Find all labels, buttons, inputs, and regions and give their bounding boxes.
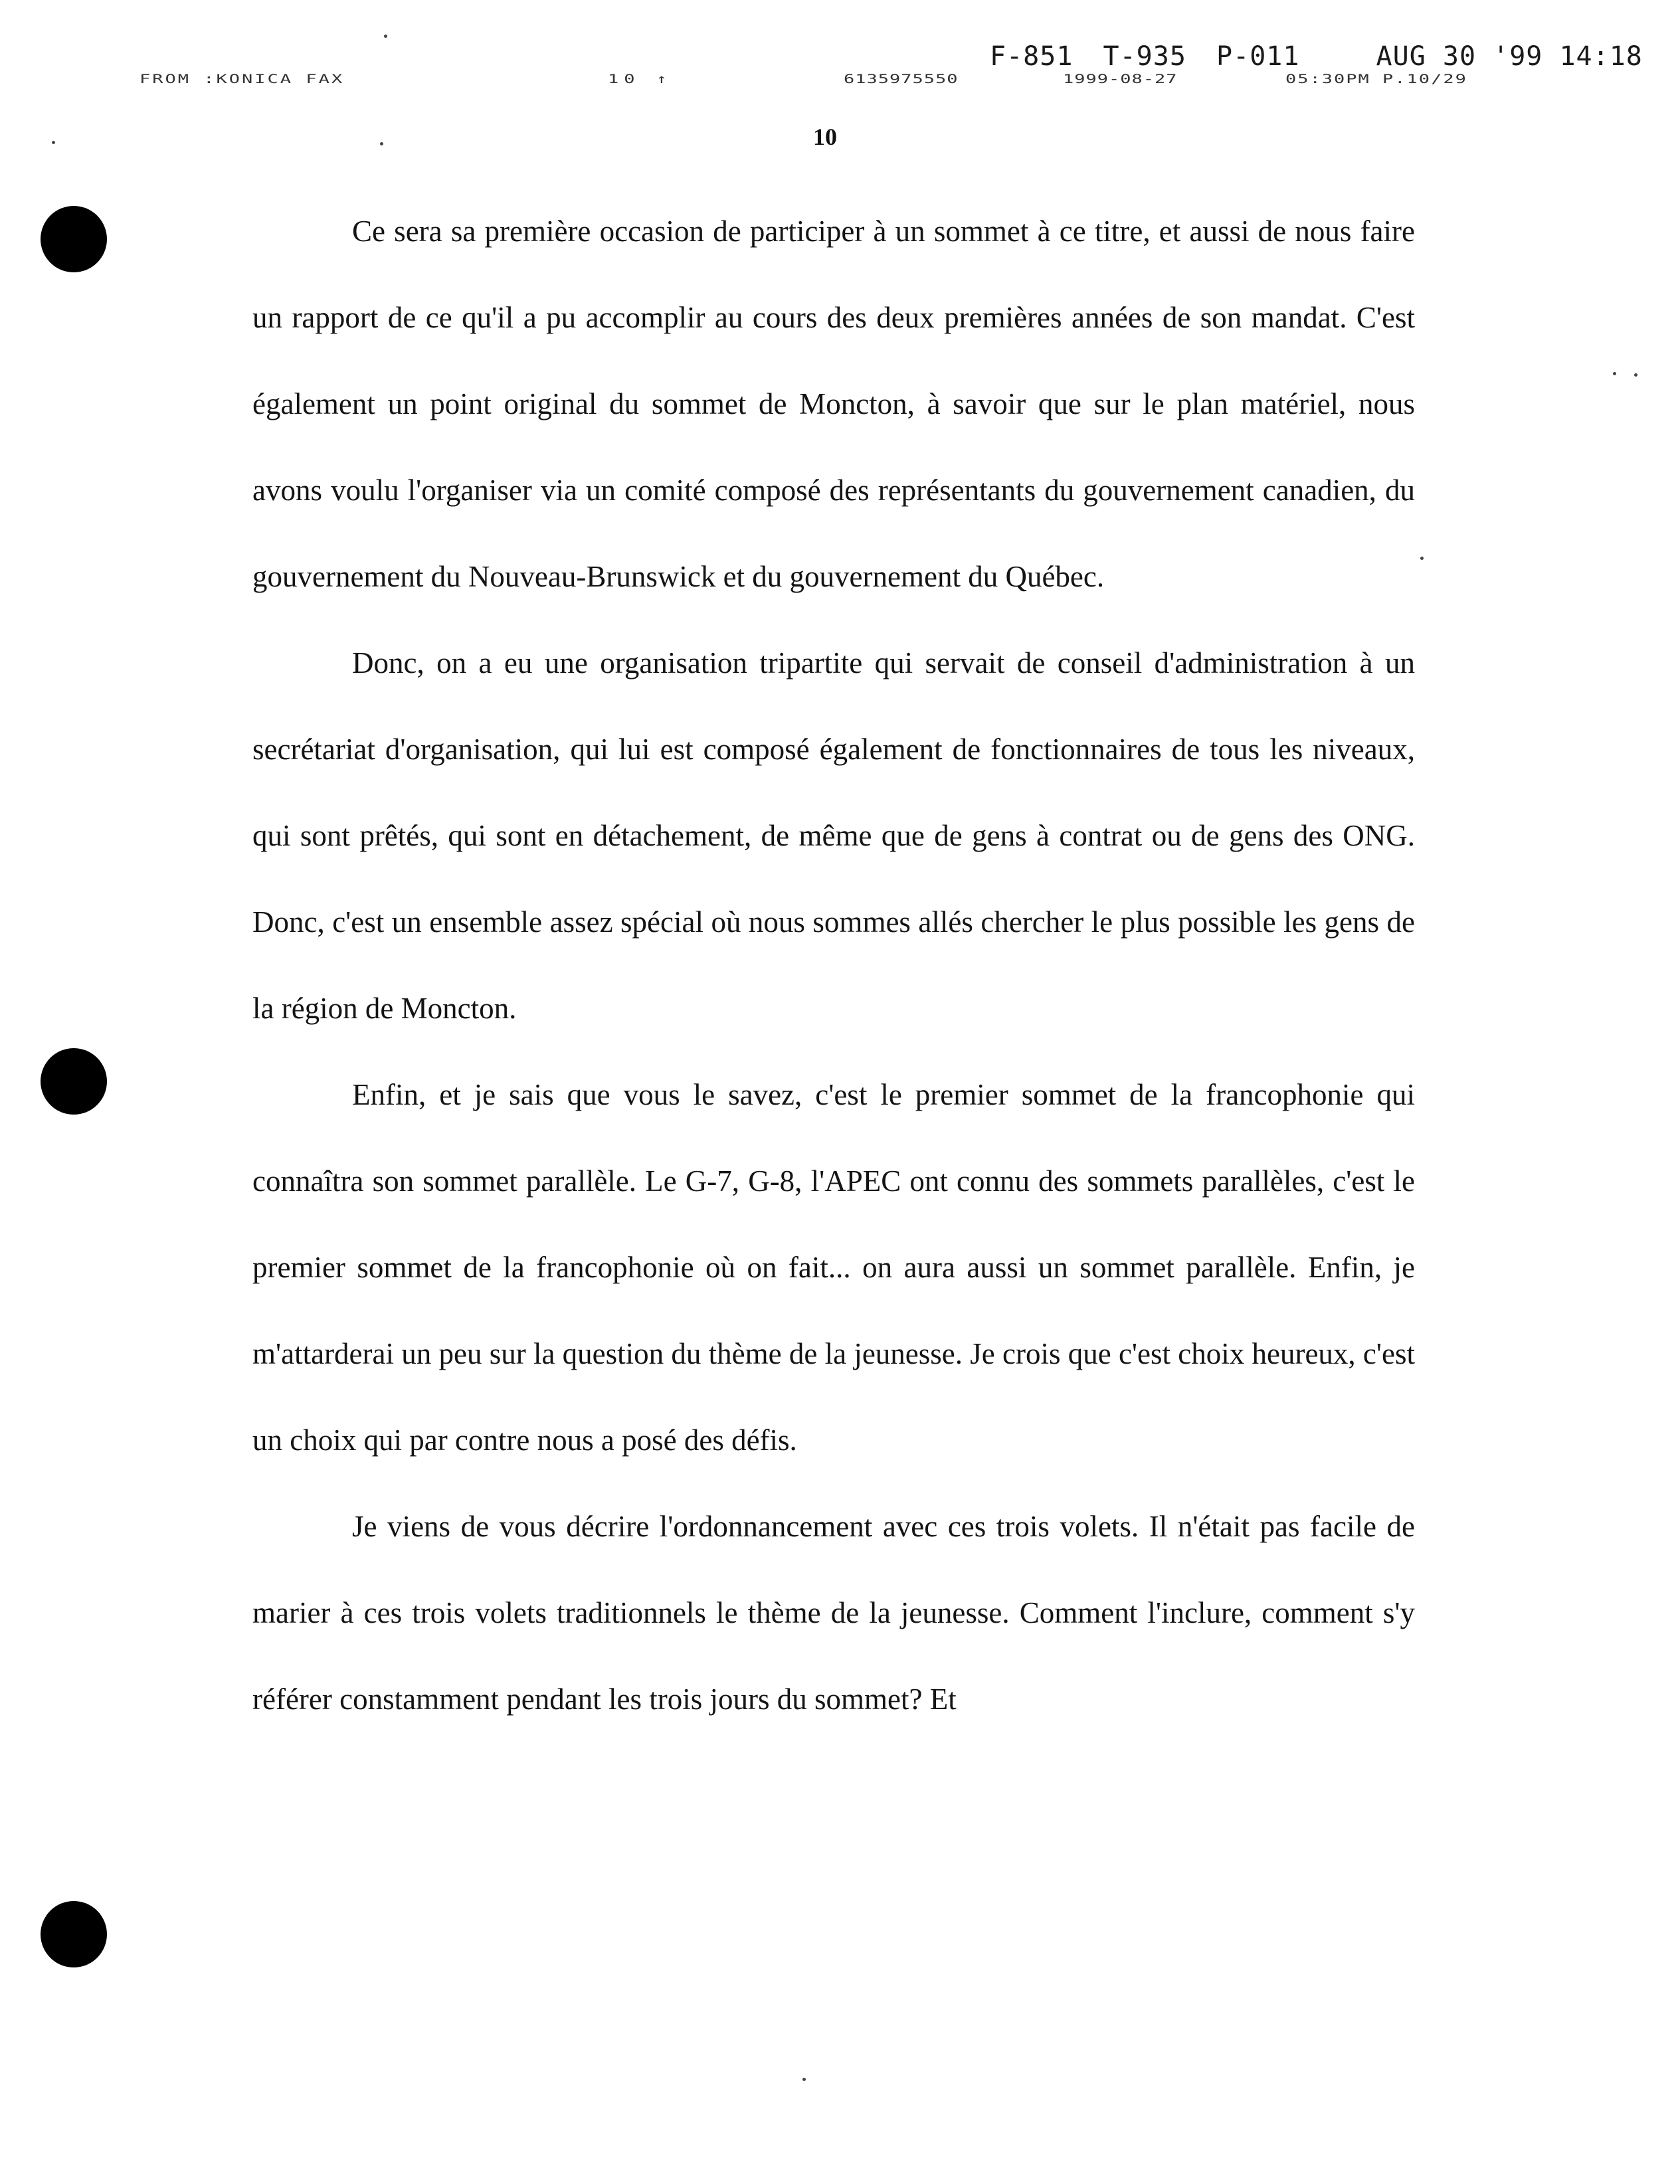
- punch-hole-bottom: [41, 1901, 107, 1967]
- fax-code-f: F-851: [990, 41, 1073, 72]
- fax-code-p: P-011: [1216, 41, 1300, 72]
- scan-speck: [1420, 557, 1424, 560]
- scan-speck: [802, 2078, 806, 2081]
- fax-code-t: T-935: [1103, 41, 1186, 72]
- punch-hole-middle: [41, 1048, 107, 1115]
- page-number: 10: [813, 124, 837, 150]
- scan-speck: [1613, 372, 1616, 375]
- paragraph-4: Je viens de vous décrire l'ordonnancement avec ces trois volets. Il n'était pas facile de marier à ces trois volets traditionnels le thème de la jeunesse. Comment l'inclure, comment s'y référer constamment pendant les trois jours du sommet? Et: [252, 1510, 1415, 1716]
- fax-time-page: 05:30PM P.10/29: [1285, 72, 1467, 86]
- fax-page-mark: 10 ↑: [608, 72, 673, 86]
- fax-phone-number: 6135975550: [844, 72, 959, 86]
- paragraph-3: Enfin, et je sais que vous le savez, c'est le premier sommet de la francophonie qui connaîtra son sommet parallèle. Le G-7, G-8, l'APEC ont connu des sommets parallèles, c'est le premier sommet de la francophonie où on fait... on aura aussi un sommet parallèle. Enfin, je m'attarderai un peu sur la question du thème de la jeunesse. Je crois que c'est choix heureux, c'est un choix qui par contre nous a posé des défis.: [252, 1078, 1415, 1457]
- fax-timestamp: AUG 30 '99 14:18: [1376, 41, 1643, 72]
- fax-header: [0, 0, 1680, 93]
- letter-body: [252, 188, 1415, 1742]
- scan-speck: [380, 142, 383, 145]
- scan-speck: [1634, 373, 1637, 377]
- paragraph-1: Ce sera sa première occasion de participer à un sommet à ce titre, et aussi de nous faire un rapport de ce qu'il a pu accomplir au cours des deux premières années de son mandat. C'est également un point original du sommet de Moncton, à savoir que sur le plan matériel, nous avons voulu l'organiser via un comité composé des représentants du gouvernement canadien, du gouvernement du Nouveau-Brunswick et du gouvernement du Québec.: [252, 215, 1415, 593]
- fax-transmission-line: [990, 41, 1656, 72]
- scan-speck: [384, 35, 387, 38]
- scan-speck: [52, 141, 55, 144]
- punch-hole-top: [41, 206, 107, 272]
- fax-sender: FROM :KONICA FAX: [140, 72, 345, 86]
- paragraph-2: Donc, on a eu une organisation tripartite qui servait de conseil d'administration à un secrétariat d'organisation, qui lui est composé également de fonctionnaires de tous les niveaux, qui sont prêtés, qui sont en détachement, de même que de gens à contrat ou de gens des ONG. Donc, c'est un ensemble assez spécial où nous sommes allés chercher le plus possible les gens de la région de Moncton.: [252, 646, 1415, 1025]
- fax-date: 1999-08-27: [1063, 72, 1178, 86]
